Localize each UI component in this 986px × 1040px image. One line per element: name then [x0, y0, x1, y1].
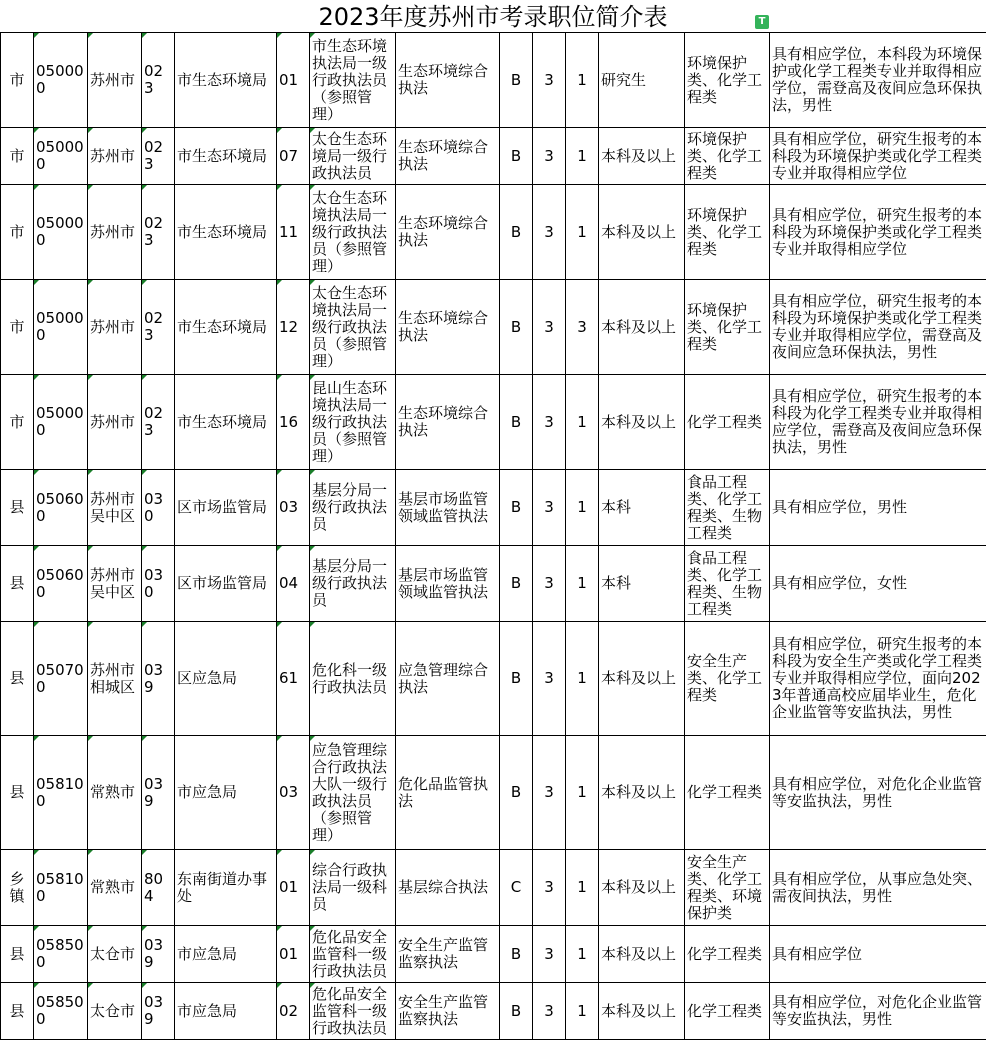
cell-position-desc[interactable]: 应急管理综合执法: [396, 622, 500, 736]
table-row[interactable]: [1, 470, 986, 546]
cell-position-code[interactable]: 03: [277, 470, 310, 546]
cell-dept-code[interactable]: 023: [142, 185, 175, 280]
cell-position-code[interactable]: 01: [277, 850, 310, 926]
cell-position-name[interactable]: 基层分局一级行政执法员: [310, 546, 396, 622]
cell-ratio[interactable]: 3: [533, 128, 566, 185]
cell-exam-category[interactable]: B: [500, 622, 533, 736]
cell-exam-category[interactable]: B: [500, 470, 533, 546]
cell-position-desc[interactable]: 生态环境综合执法: [396, 185, 500, 280]
cell-position-code[interactable]: 07: [277, 128, 310, 185]
cell-major[interactable]: 安全生产类、化学工程类: [685, 622, 770, 736]
positions-table: [0, 32, 986, 1040]
cell-position-code[interactable]: 61: [277, 622, 310, 736]
table-row[interactable]: [1, 622, 986, 736]
cell-dept-code[interactable]: 023: [142, 33, 175, 128]
cell-level[interactable]: 县: [1, 926, 34, 983]
table-row[interactable]: [1, 850, 986, 926]
cell-note[interactable]: 具有相应学位，研究生报考的本科段为化学工程类专业并取得相应学位，需登高及夜间应急环保执法，男性: [770, 375, 986, 470]
cell-region[interactable]: 太仓市: [88, 983, 142, 1040]
cell-note[interactable]: 具有相应学位，从事应急处突、需夜间执法，男性: [770, 850, 986, 926]
cell-position-code[interactable]: 12: [277, 280, 310, 375]
table-body: [1, 33, 986, 1040]
cell-position-name[interactable]: 危化品安全监管科一级行政执法员: [310, 926, 396, 983]
cell-position-desc[interactable]: 安全生产监管监察执法: [396, 983, 500, 1040]
cell-ratio[interactable]: 3: [533, 736, 566, 850]
cell-education[interactable]: 本科: [599, 470, 685, 546]
cell-major[interactable]: 化学工程类: [685, 375, 770, 470]
cell-exam-category[interactable]: B: [500, 546, 533, 622]
cell-ratio[interactable]: 3: [533, 622, 566, 736]
table-row[interactable]: [1, 280, 986, 375]
cell-major[interactable]: 食品工程类、化学工程类、生物工程类: [685, 546, 770, 622]
cell-dept[interactable]: 市生态环境局: [175, 185, 277, 280]
cell-dept-code[interactable]: 023: [142, 280, 175, 375]
cell-ratio[interactable]: 3: [533, 185, 566, 280]
cell-hire-count[interactable]: 1: [566, 128, 599, 185]
table-row[interactable]: [1, 736, 986, 850]
cell-level[interactable]: 市: [1, 185, 34, 280]
cell-education[interactable]: 本科及以上: [599, 128, 685, 185]
cell-dept[interactable]: 市应急局: [175, 983, 277, 1040]
cell-region-code[interactable]: 058500: [34, 926, 88, 983]
cell-dept-code[interactable]: 804: [142, 850, 175, 926]
cell-exam-category[interactable]: B: [500, 185, 533, 280]
cell-note[interactable]: 具有相应学位，研究生报考的本科段为环境保护类或化学工程类专业并取得相应学位: [770, 128, 986, 185]
cell-dept[interactable]: 市生态环境局: [175, 280, 277, 375]
cell-position-name[interactable]: 市生态环境执法局一级行政执法员（参照管理）: [310, 33, 396, 128]
cell-dept-code[interactable]: 039: [142, 983, 175, 1040]
cell-education[interactable]: 本科及以上: [599, 736, 685, 850]
cell-hire-count[interactable]: 3: [566, 280, 599, 375]
cell-hire-count[interactable]: 1: [566, 33, 599, 128]
cell-exam-category[interactable]: B: [500, 926, 533, 983]
cell-dept[interactable]: 市生态环境局: [175, 128, 277, 185]
cell-position-desc[interactable]: 危化品监管执法: [396, 736, 500, 850]
table-row[interactable]: [1, 128, 986, 185]
cell-level[interactable]: 县: [1, 622, 34, 736]
cell-note[interactable]: 具有相应学位，研究生报考的本科段为环境保护类或化学工程类专业并取得相应学位，需登高及夜间应急环保执法，男性: [770, 280, 986, 375]
cell-exam-category[interactable]: C: [500, 850, 533, 926]
cell-note[interactable]: 具有相应学位，男性: [770, 470, 986, 546]
cell-level[interactable]: 县: [1, 736, 34, 850]
cell-major[interactable]: 安全生产类、化学工程类、环境保护类: [685, 850, 770, 926]
cell-position-name[interactable]: 昆山生态环境执法局一级行政执法员（参照管理）: [310, 375, 396, 470]
cell-level[interactable]: 县: [1, 546, 34, 622]
cell-education[interactable]: 研究生: [599, 33, 685, 128]
cell-position-desc[interactable]: 基层市场监管领域监管执法: [396, 470, 500, 546]
cell-dept[interactable]: 市生态环境局: [175, 33, 277, 128]
cell-exam-category[interactable]: B: [500, 33, 533, 128]
cell-dept[interactable]: 东南街道办事处: [175, 850, 277, 926]
cell-hire-count[interactable]: 1: [566, 850, 599, 926]
cell-major[interactable]: 食品工程类、化学工程类、生物工程类: [685, 470, 770, 546]
cell-ratio[interactable]: 3: [533, 926, 566, 983]
cell-note[interactable]: 具有相应学位，研究生报考的本科段为安全生产类或化学工程类专业并取得相应学位，面向2023年普通高校应届毕业生，危化企业监管等安监执法，男性: [770, 622, 986, 736]
cell-position-desc[interactable]: 安全生产监管监察执法: [396, 926, 500, 983]
table-row[interactable]: [1, 546, 986, 622]
cell-position-desc[interactable]: 生态环境综合执法: [396, 128, 500, 185]
cell-dept-code[interactable]: 030: [142, 470, 175, 546]
cell-region[interactable]: 常熟市: [88, 736, 142, 850]
cell-region-code[interactable]: 050000: [34, 128, 88, 185]
cell-position-desc[interactable]: 生态环境综合执法: [396, 280, 500, 375]
cell-position-code[interactable]: 04: [277, 546, 310, 622]
cell-exam-category[interactable]: B: [500, 983, 533, 1040]
cell-note[interactable]: 具有相应学位，对危化企业监管等安监执法，男性: [770, 983, 986, 1040]
cell-region-code[interactable]: 058100: [34, 736, 88, 850]
cell-region-code[interactable]: 050600: [34, 546, 88, 622]
cell-dept[interactable]: 区市场监管局: [175, 470, 277, 546]
cell-position-name[interactable]: 应急管理综合行政执法大队一级行政执法员（参照管理）: [310, 736, 396, 850]
cell-level[interactable]: 县: [1, 470, 34, 546]
cell-major[interactable]: 环境保护类、化学工程类: [685, 280, 770, 375]
cell-exam-category[interactable]: B: [500, 375, 533, 470]
cell-note[interactable]: 具有相应学位，本科段为环境保护或化学工程类专业并取得相应学位，需登高及夜间应急环保执法，男性: [770, 33, 986, 128]
cell-position-desc[interactable]: 生态环境综合执法: [396, 375, 500, 470]
table-row[interactable]: [1, 33, 986, 128]
cell-dept-code[interactable]: 023: [142, 375, 175, 470]
cell-position-code[interactable]: 01: [277, 926, 310, 983]
cell-note[interactable]: 具有相应学位，研究生报考的本科段为环境保护类或化学工程类专业并取得相应学位: [770, 185, 986, 280]
cell-dept-code[interactable]: 030: [142, 546, 175, 622]
cell-position-desc[interactable]: 基层市场监管领域监管执法: [396, 546, 500, 622]
cell-position-code[interactable]: 16: [277, 375, 310, 470]
cell-region[interactable]: 常熟市: [88, 850, 142, 926]
cell-major[interactable]: 化学工程类: [685, 926, 770, 983]
table-row[interactable]: [1, 185, 986, 280]
cell-ratio[interactable]: 3: [533, 983, 566, 1040]
cell-region-code[interactable]: 050700: [34, 622, 88, 736]
cell-dept-code[interactable]: 039: [142, 736, 175, 850]
cell-region-code[interactable]: 050600: [34, 470, 88, 546]
cell-education[interactable]: 本科及以上: [599, 280, 685, 375]
cell-level[interactable]: 市: [1, 33, 34, 128]
cell-ratio[interactable]: 3: [533, 375, 566, 470]
cell-position-name[interactable]: 基层分局一级行政执法员: [310, 470, 396, 546]
cell-position-desc[interactable]: 生态环境综合执法: [396, 33, 500, 128]
cell-position-name[interactable]: 危化科一级行政执法员: [310, 622, 396, 736]
cell-exam-category[interactable]: B: [500, 280, 533, 375]
cell-major[interactable]: 化学工程类: [685, 736, 770, 850]
cell-note[interactable]: 具有相应学位，对危化企业监管等安监执法，男性: [770, 736, 986, 850]
cell-level[interactable]: 县: [1, 983, 34, 1040]
cell-region[interactable]: 苏州市: [88, 128, 142, 185]
cell-region-code[interactable]: 058100: [34, 850, 88, 926]
cell-region-code[interactable]: 050000: [34, 375, 88, 470]
cell-hire-count[interactable]: 1: [566, 622, 599, 736]
cell-region-code[interactable]: 058500: [34, 983, 88, 1040]
page-title: 2023年度苏州市考录职位简介表: [318, 3, 668, 31]
cell-education[interactable]: 本科: [599, 546, 685, 622]
cell-hire-count[interactable]: 1: [566, 736, 599, 850]
cell-region[interactable]: 苏州市: [88, 280, 142, 375]
cell-dept-code[interactable]: 039: [142, 622, 175, 736]
cell-hire-count[interactable]: 1: [566, 546, 599, 622]
cell-region-code[interactable]: 050000: [34, 185, 88, 280]
cell-education[interactable]: 本科及以上: [599, 375, 685, 470]
table-row[interactable]: [1, 983, 986, 1040]
cell-region[interactable]: 苏州市吴中区: [88, 470, 142, 546]
cell-education[interactable]: 本科及以上: [599, 185, 685, 280]
cell-position-name[interactable]: 太仓生态环境局一级行政执法员: [310, 128, 396, 185]
cell-ratio[interactable]: 3: [533, 33, 566, 128]
cell-dept[interactable]: 区应急局: [175, 622, 277, 736]
cell-note[interactable]: 具有相应学位: [770, 926, 986, 983]
cell-note[interactable]: 具有相应学位，女性: [770, 546, 986, 622]
cell-region-code[interactable]: 050000: [34, 280, 88, 375]
cell-level[interactable]: 市: [1, 280, 34, 375]
cell-dept[interactable]: 区市场监管局: [175, 546, 277, 622]
cell-position-name[interactable]: 综合行政执法局一级科员: [310, 850, 396, 926]
cell-hire-count[interactable]: 1: [566, 375, 599, 470]
cell-region[interactable]: 太仓市: [88, 926, 142, 983]
cell-region[interactable]: 苏州市: [88, 33, 142, 128]
cell-exam-category[interactable]: B: [500, 128, 533, 185]
cell-education[interactable]: 本科及以上: [599, 850, 685, 926]
cell-major[interactable]: 化学工程类: [685, 983, 770, 1040]
cell-region[interactable]: 苏州市: [88, 375, 142, 470]
cell-exam-category[interactable]: B: [500, 736, 533, 850]
cell-major[interactable]: 环境保护类、化学工程类: [685, 185, 770, 280]
cell-ratio[interactable]: 3: [533, 280, 566, 375]
cell-region-code[interactable]: 050000: [34, 33, 88, 128]
cell-education[interactable]: 本科及以上: [599, 983, 685, 1040]
cell-level[interactable]: 市: [1, 375, 34, 470]
cell-dept[interactable]: 市应急局: [175, 736, 277, 850]
cell-ratio[interactable]: 3: [533, 546, 566, 622]
text-tool-icon[interactable]: T: [755, 15, 769, 29]
cell-hire-count[interactable]: 1: [566, 926, 599, 983]
cell-position-code[interactable]: 03: [277, 736, 310, 850]
cell-major[interactable]: 环境保护类、化学工程类: [685, 128, 770, 185]
cell-region[interactable]: 苏州市吴中区: [88, 546, 142, 622]
cell-education[interactable]: 本科及以上: [599, 622, 685, 736]
cell-position-desc[interactable]: 基层综合执法: [396, 850, 500, 926]
cell-level[interactable]: 乡镇: [1, 850, 34, 926]
cell-major[interactable]: 环境保护类、化学工程类: [685, 33, 770, 128]
cell-position-code[interactable]: 11: [277, 185, 310, 280]
cell-ratio[interactable]: 3: [533, 470, 566, 546]
table-row[interactable]: [1, 375, 986, 470]
cell-region[interactable]: 苏州市: [88, 185, 142, 280]
cell-hire-count[interactable]: 1: [566, 470, 599, 546]
table-row[interactable]: [1, 926, 986, 983]
cell-position-code[interactable]: 02: [277, 983, 310, 1040]
cell-position-name[interactable]: 太仓生态环境执法局一级行政执法员（参照管理）: [310, 185, 396, 280]
cell-education[interactable]: 本科及以上: [599, 926, 685, 983]
cell-hire-count[interactable]: 1: [566, 185, 599, 280]
cell-region[interactable]: 苏州市相城区: [88, 622, 142, 736]
cell-dept-code[interactable]: 023: [142, 128, 175, 185]
cell-position-name[interactable]: 太仓生态环境执法局一级行政执法员（参照管理）: [310, 280, 396, 375]
cell-ratio[interactable]: 3: [533, 850, 566, 926]
cell-position-code[interactable]: 01: [277, 33, 310, 128]
cell-level[interactable]: 市: [1, 128, 34, 185]
cell-dept[interactable]: 市生态环境局: [175, 375, 277, 470]
cell-position-name[interactable]: 危化品安全监管科一级行政执法员: [310, 983, 396, 1040]
cell-hire-count[interactable]: 1: [566, 983, 599, 1040]
cell-dept-code[interactable]: 039: [142, 926, 175, 983]
cell-dept[interactable]: 市应急局: [175, 926, 277, 983]
